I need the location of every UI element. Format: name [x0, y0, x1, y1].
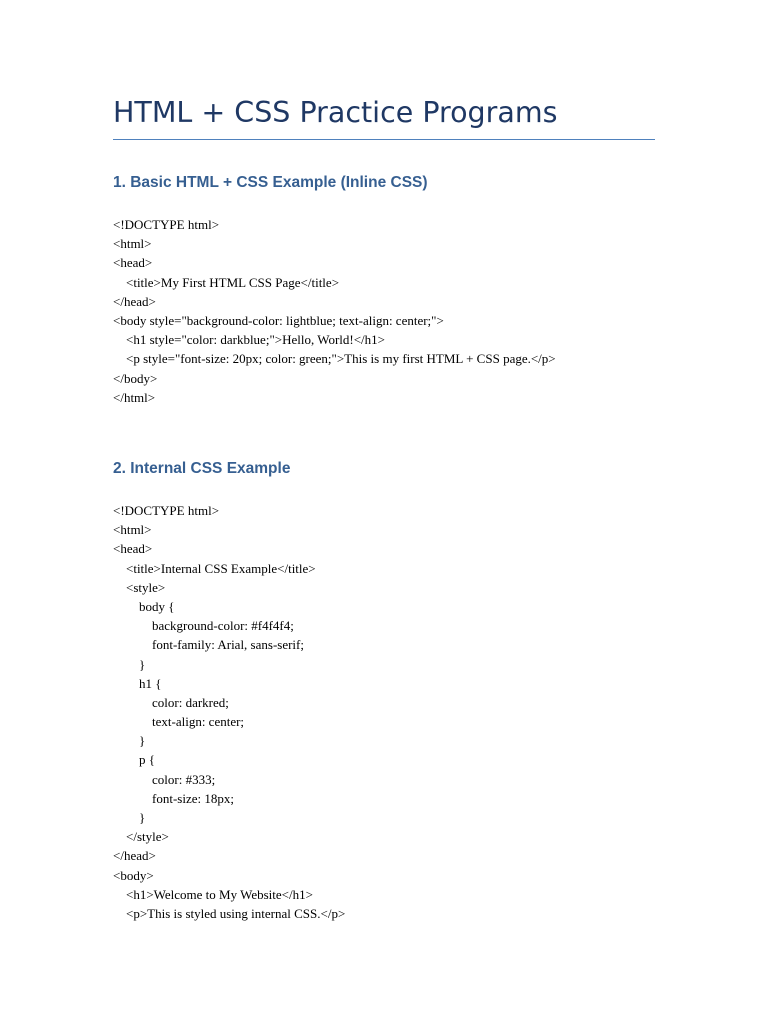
code-line: <h1>Welcome to My Website</h1>	[113, 886, 313, 902]
title-underline	[113, 139, 655, 140]
code-line: </body>	[113, 370, 158, 386]
code-line: <body>	[113, 867, 154, 883]
code-line: <head>	[113, 541, 153, 557]
code-line: <!DOCTYPE html>	[113, 217, 220, 232]
code-line: <p style="font-size: 20px; color: green;">This is my first HTML + CSS page.</p>	[113, 351, 556, 367]
code-line: <head>	[113, 255, 153, 271]
document-title: HTML + CSS Practice Programs	[113, 96, 558, 129]
code-line: font-size: 18px;	[113, 790, 234, 806]
code-line: }	[113, 810, 146, 825]
code-line: background-color: #f4f4f4;	[113, 618, 294, 634]
code-line: }	[113, 733, 146, 749]
code-line: <title>Internal CSS Example</title>	[113, 560, 316, 576]
code-line: body {	[113, 598, 175, 614]
code-line: h1 {	[113, 675, 162, 691]
code-line: text-align: center;	[113, 714, 245, 730]
code-line: <h1 style="color: darkblue;">Hello, World!</h1>	[113, 332, 385, 348]
code-line: font-family: Arial, sans-serif;	[113, 637, 304, 653]
code-line: }	[113, 656, 146, 672]
code-line: </html>	[113, 389, 156, 405]
code-line: <style>	[113, 579, 166, 595]
code-line: <!DOCTYPE html>	[113, 503, 220, 518]
code-line: <body style="background-color: lightblue; text-align: center;">	[113, 312, 444, 328]
code-line: p {	[113, 752, 155, 768]
code-line: </head>	[113, 293, 156, 309]
code-block-inline-css	[113, 215, 556, 407]
code-line: color: #333;	[113, 771, 216, 787]
code-line: color: darkred;	[113, 694, 229, 710]
code-line: <p>This is styled using internal CSS.</p>	[113, 905, 346, 921]
section-heading-internal-css: 2. Internal CSS Example	[113, 460, 291, 477]
section-heading-inline-css: 1. Basic HTML + CSS Example (Inline CSS)	[113, 174, 428, 191]
code-line: <html>	[113, 522, 152, 538]
code-block-internal-css	[113, 501, 345, 923]
code-line: <title>My First HTML CSS Page</title>	[113, 274, 340, 290]
code-line: <html>	[113, 236, 152, 252]
code-line: </head>	[113, 848, 156, 864]
code-line: </style>	[113, 829, 169, 845]
